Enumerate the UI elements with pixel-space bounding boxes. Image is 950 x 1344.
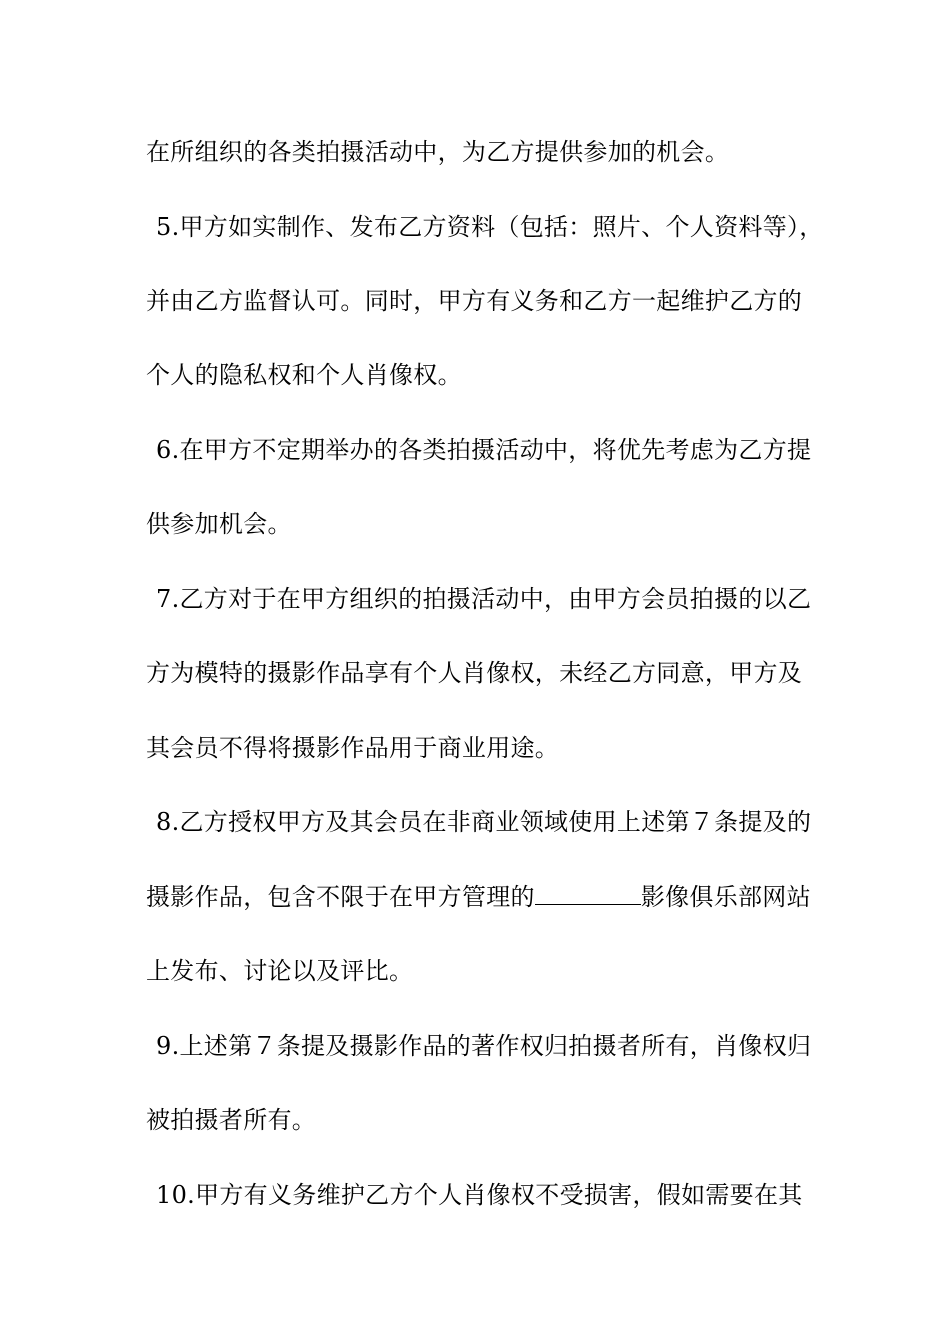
text-line [146,877,826,917]
text-line: 方为模特的摄影作品享有个人肖像权，未经乙方同意，甲方及 [146,659,803,687]
text-line-item-10: 10.甲方有义务维护乙方个人肖像权不受损害，假如需要在其 [156,1181,803,1209]
text-line-item-7: 7.乙方对于在甲方组织的拍摄活动中，由甲方会员拍摄的以乙 [156,585,812,613]
text-line: 在所组织的各类拍摄活动中，为乙方提供参加的机会。 [146,138,730,166]
text-line: 其会员不得将摄影作品用于商业用途。 [146,734,560,762]
text-line: 被拍摄者所有。 [146,1106,317,1134]
fill-in-blank [535,882,641,905]
text-line-item-9: 9.上述第７条提及摄影作品的著作权归拍摄者所有，肖像权归 [156,1032,812,1060]
text-line: 上发布、讨论以及评比。 [146,957,414,985]
text-segment: 影像俱乐部网站 [640,883,811,911]
text-line-item-5: 5.甲方如实制作、发布乙方资料（包括：照片、个人资料等）， [156,213,824,241]
text-line: 个人的隐私权和个人肖像权。 [146,361,462,389]
text-line-item-8: 8.乙方授权甲方及其会员在非商业领域使用上述第７条提及的 [156,808,812,836]
text-line: 并由乙方监督认可。同时，甲方有义务和乙方一起维护乙方的 [146,287,803,315]
text-line-item-6: 6.在甲方不定期举办的各类拍摄活动中，将优先考虑为乙方提 [156,436,812,464]
text-line: 供参加机会。 [146,510,292,538]
text-segment: 摄影作品，包含不限于在甲方管理的 [146,883,535,911]
